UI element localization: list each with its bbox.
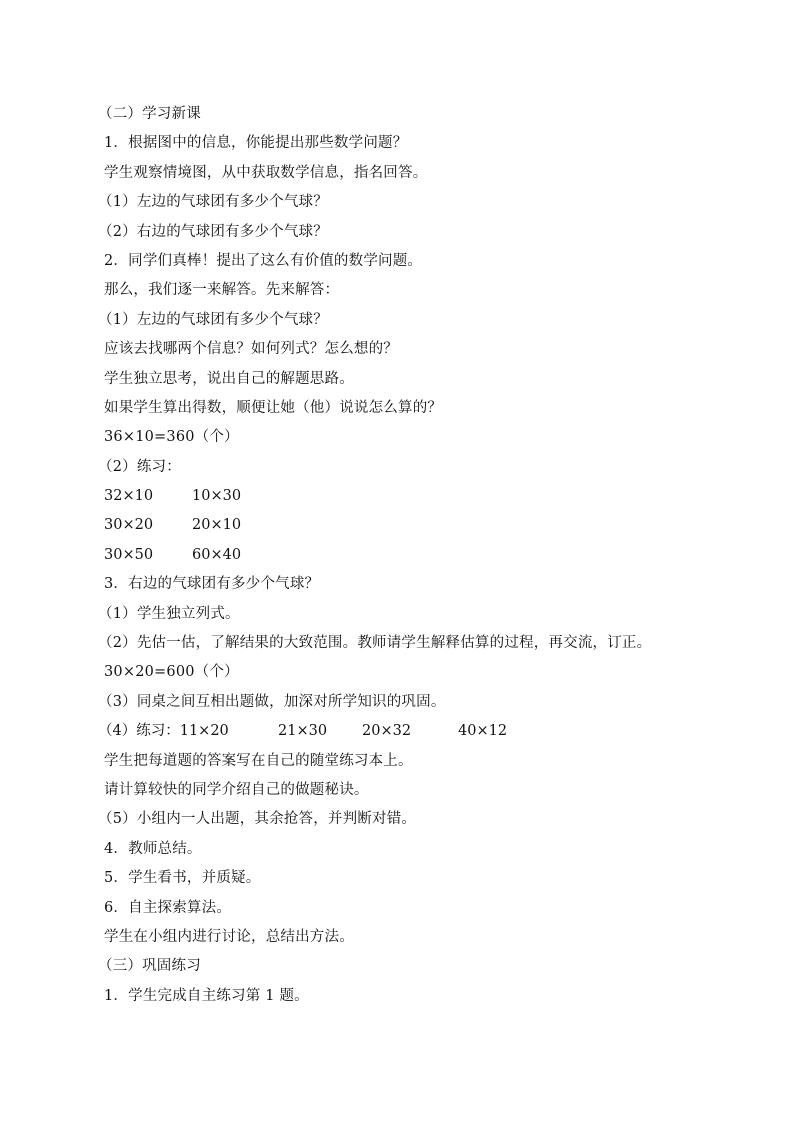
text-line: 1．根据图中的信息，你能提出那些数学问题？ bbox=[104, 135, 408, 152]
exercise-row bbox=[98, 717, 704, 746]
text-line: （2）练习： bbox=[98, 458, 181, 475]
text-line: 学生把每道题的答案写在自己的随堂练习本上。 bbox=[104, 752, 413, 769]
text-line: 1．学生完成自主练习第 1 题。 bbox=[104, 987, 309, 1004]
text-line: 如果学生算出得数，顺便让她（他）说说怎么算的？ bbox=[104, 399, 443, 416]
text-line: （1）左边的气球团有多少个气球？ bbox=[98, 311, 328, 328]
text-line: 请计算较快的同学介绍自己的做题秘诀。 bbox=[104, 781, 369, 798]
text-line: 学生独立思考，说出自己的解题思路。 bbox=[104, 370, 354, 387]
practice-item: 20×10 bbox=[192, 517, 242, 534]
text-line: （1）左边的气球团有多少个气球？ bbox=[98, 194, 328, 211]
lesson-content bbox=[98, 100, 704, 1011]
practice-row bbox=[104, 511, 704, 540]
text-line: 学生在小组内进行讨论，总结出方法。 bbox=[104, 928, 354, 945]
exercise-item: 21×30 bbox=[278, 723, 328, 740]
text-line: 学生观察情境图，从中获取数学信息，指名回答。 bbox=[104, 164, 428, 181]
exercise-item: 20×32 bbox=[362, 723, 412, 740]
practice-item: 32×10 bbox=[104, 488, 154, 505]
practice-row bbox=[104, 482, 704, 511]
text-line: （1）学生独立列式。 bbox=[98, 605, 240, 622]
text-line: 应该去找哪两个信息？如何列式？怎么想的？ bbox=[104, 341, 398, 358]
text-line: 6．自主探索算法。 bbox=[104, 899, 232, 916]
text-line: 2．同学们真棒！提出了这么有价值的数学问题。 bbox=[104, 252, 423, 269]
exercise-lead: （4）练习：11×20 bbox=[98, 723, 229, 740]
text-line: 4．教师总结。 bbox=[104, 840, 202, 857]
text-line: 5．学生看书，并质疑。 bbox=[104, 870, 261, 887]
practice-item: 60×40 bbox=[192, 546, 242, 563]
text-line: 3．右边的气球团有多少个气球？ bbox=[104, 576, 320, 593]
text-line: 那么，我们逐一来解答。先来解答： bbox=[104, 282, 340, 299]
section-heading-practice: （三）巩固练习 bbox=[98, 958, 201, 975]
equation-line: 36×10=360（个） bbox=[104, 429, 239, 446]
text-line: （5）小组内一人出题，其余抢答，并判断对错。 bbox=[98, 811, 417, 828]
section-heading-new-lesson: （二）学习新课 bbox=[98, 106, 201, 122]
text-line: （2）右边的气球团有多少个气球？ bbox=[98, 223, 328, 240]
text-line: （2）先估一估，了解结果的大致范围。教师请学生解释估算的过程，再交流，订正。 bbox=[98, 635, 652, 652]
practice-row bbox=[104, 541, 704, 570]
equation-line: 30×20=600（个） bbox=[104, 664, 239, 681]
practice-item: 30×50 bbox=[104, 546, 154, 563]
text-line: （3）同桌之间互相出题做，加深对所学知识的巩固。 bbox=[98, 693, 446, 710]
exercise-item: 40×12 bbox=[458, 723, 508, 740]
practice-item: 30×20 bbox=[104, 517, 154, 534]
practice-item: 10×30 bbox=[192, 488, 242, 505]
